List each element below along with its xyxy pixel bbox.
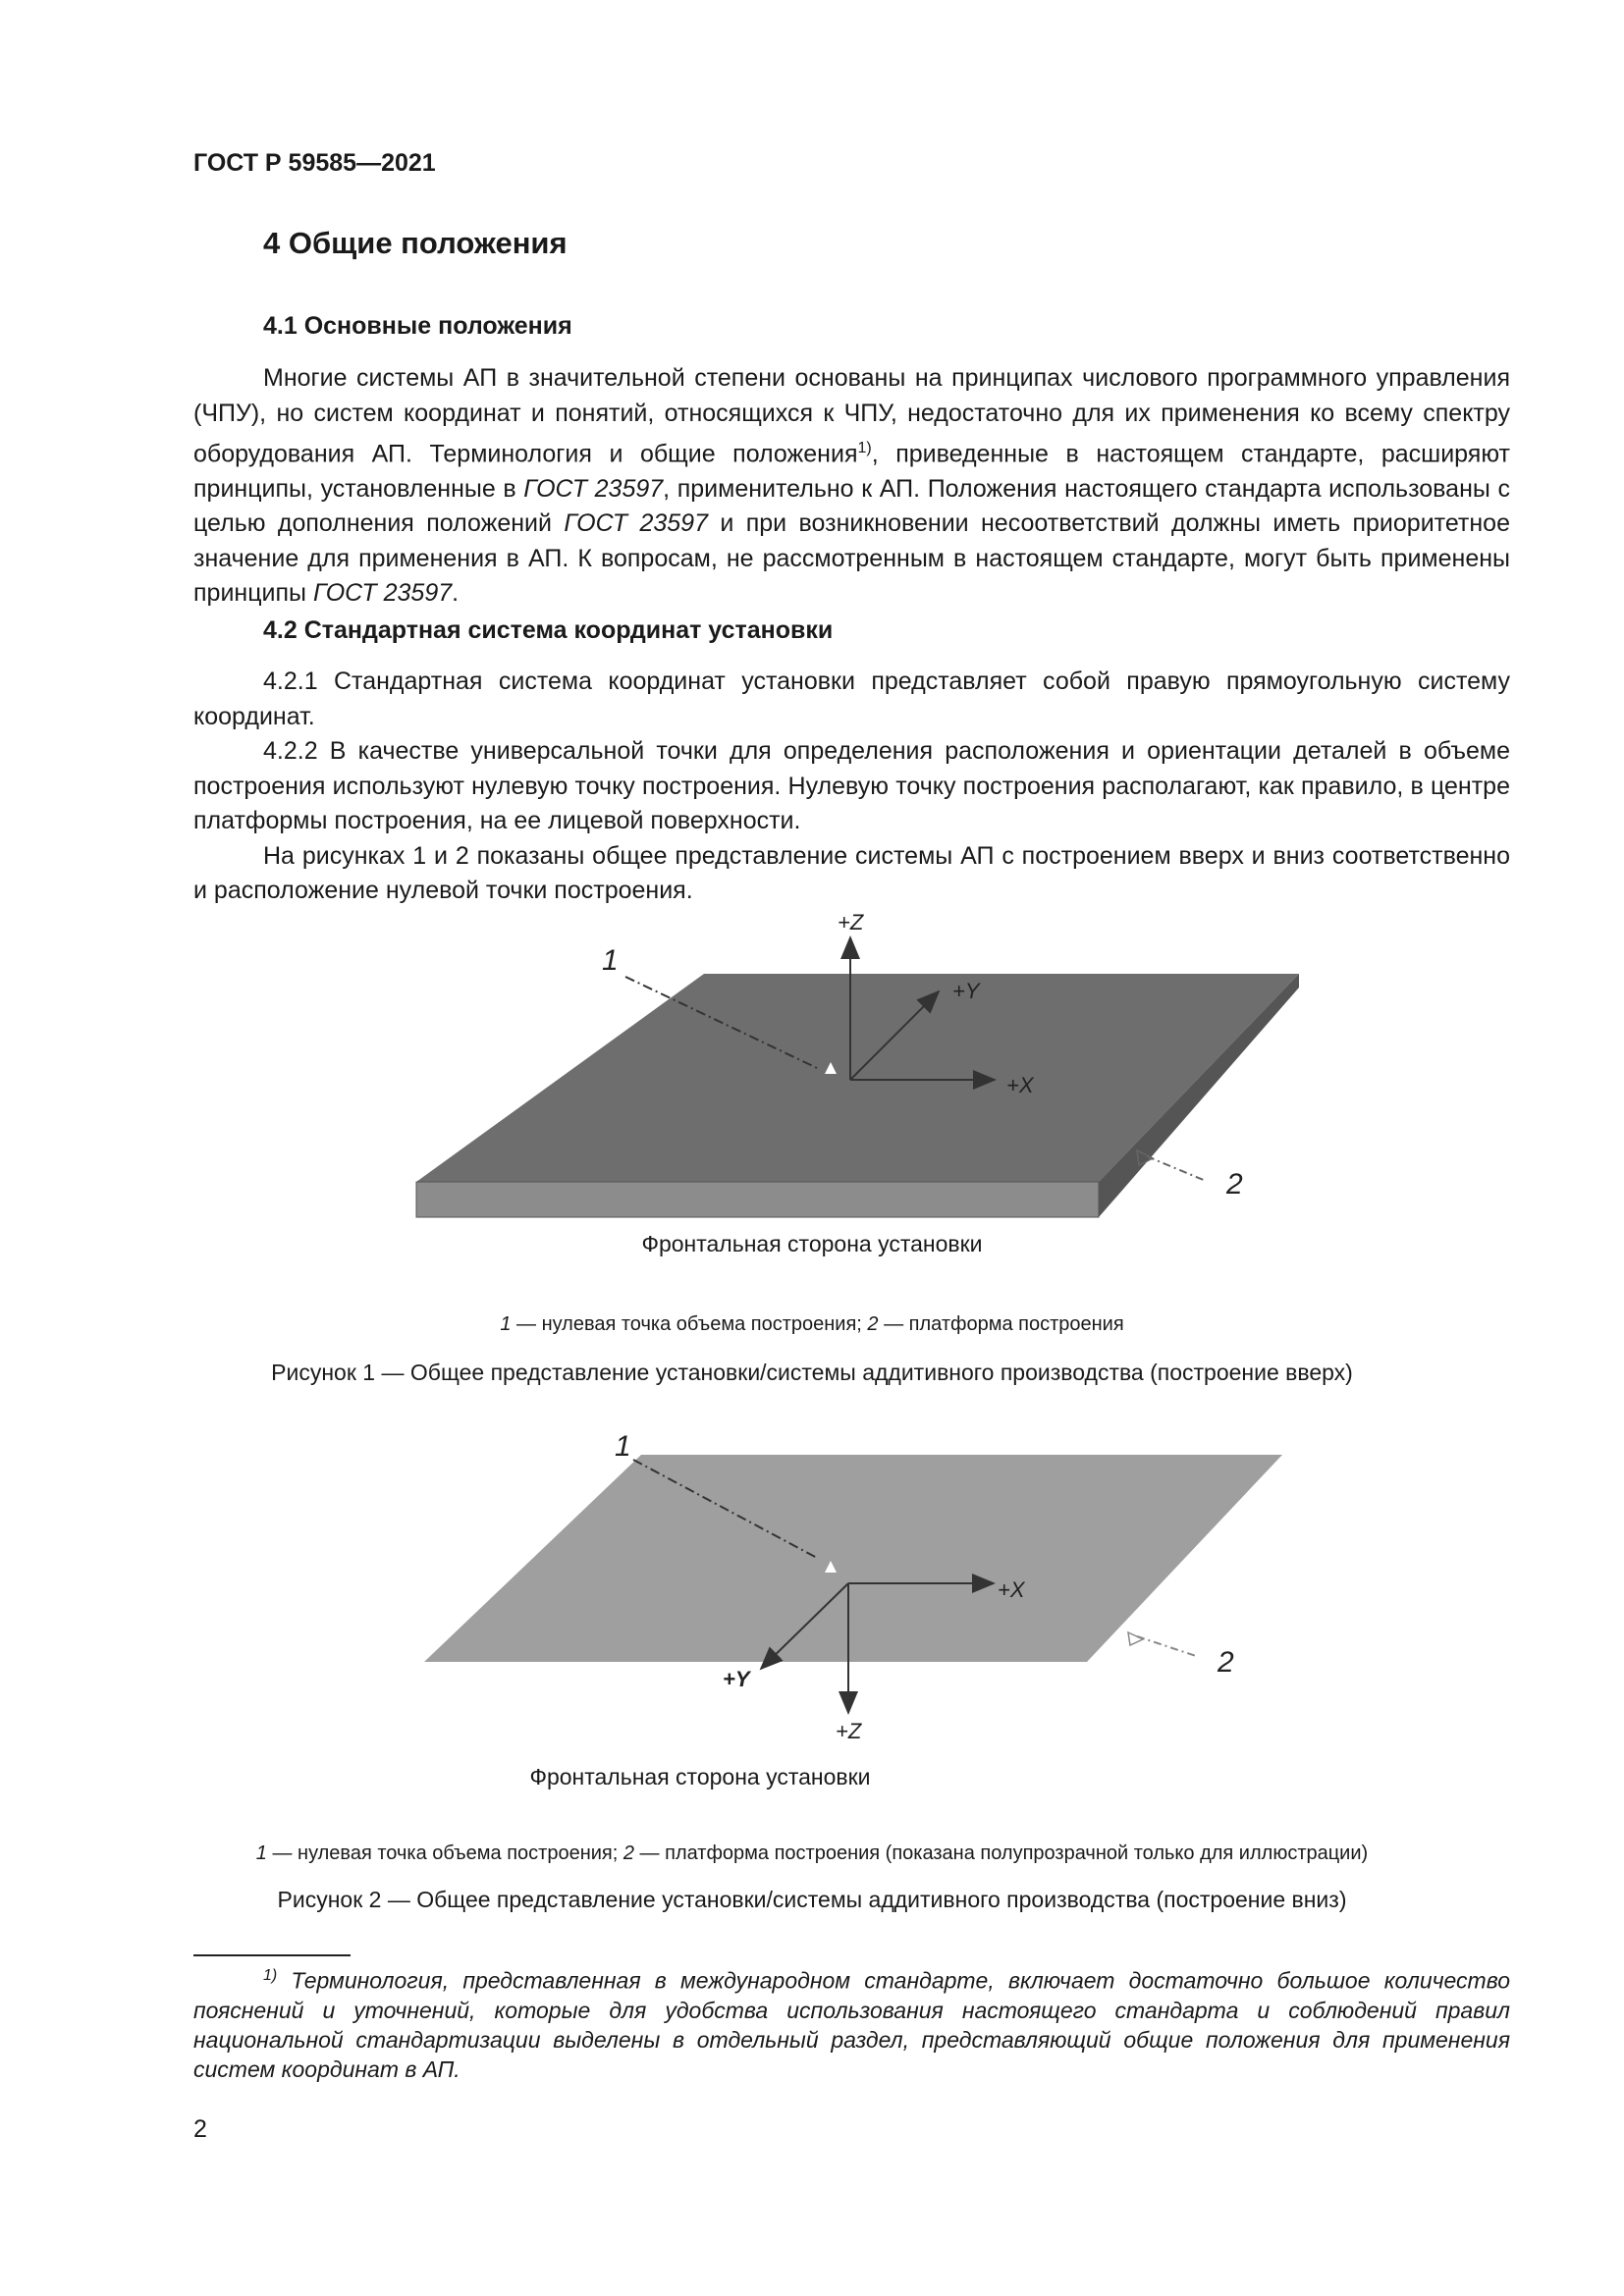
- callout-2-number: 2: [1226, 1168, 1243, 1201]
- callout-2-marker: [1128, 1632, 1143, 1645]
- figure-2-legend: 1 — нулевая точка объема построения; 2 — платформа построения (показана полупрозрачной только для иллюстрации): [255, 1842, 1369, 1864]
- section-title: 4 Общие положения: [263, 226, 568, 260]
- callout-2-leader: [1137, 1636, 1196, 1656]
- figure-1-legend: 1 — нулевая точка объема построения; 2 — платформа построения: [500, 1313, 1124, 1335]
- axis-z-label: +Z: [836, 1719, 862, 1743]
- footnote-ref[interactable]: 1): [857, 440, 872, 456]
- figure-2-diagram: [0, 1423, 1624, 1747]
- axis-z-label: +Z: [838, 910, 864, 934]
- paragraph-4-1: Многие системы АП в значительной степени основаны на принципах числового программного управления (ЧПУ), но систем координат и понятий, относящихся к ЧПУ, недостаточно для их применения ко всему спектру оборудования АП. Терминология и общие положения$^{1)}$, приведенные в настоящем стандарте, расширяют принципы, установленные в ГОСТ 23597, применительно к АП. Положения настоящего стандарта использованы с целью дополнения положений ГОСТ 23597 и при возникновении несоответствий должны иметь приоритетное значение для применения в АП. К вопросам, не рассмотренным в настоящем стандарте, могут быть применены принципы ГОСТ 23597.: [193, 364, 1510, 608]
- document-id: ГОСТ Р 59585—2021: [193, 149, 436, 177]
- callout-2-leader: [1147, 1156, 1206, 1181]
- footnote-marker: 1): [263, 1967, 278, 1984]
- callout-2-number: 2: [1218, 1646, 1234, 1679]
- callout-1-number: 1: [602, 944, 619, 977]
- paragraph-4-2-2: 4.2.2 В качестве универсальной точки для определения расположения и ориентации деталей в объеме построения используют нулевую точку построения. Нулевую точку построения располагают, как правило, в центре платформы построения, на ее лицевой поверхности.: [193, 737, 1510, 834]
- figure-2-front-label: Фронтальная сторона установки: [529, 1764, 871, 1789]
- paragraph-4-2-1: 4.2.1 Стандартная система координат установки представляет собой правую прямоугольную систему координат.: [193, 667, 1510, 730]
- paragraph-figures-intro: На рисунках 1 и 2 показаны общее представление системы АП с построением вверх и вниз соответственно и расположение нулевой точки построения.: [193, 841, 1510, 904]
- footnote-separator: [193, 1954, 351, 1956]
- subsection-4-2-text: [193, 665, 1510, 909]
- platform-top-face: [416, 974, 1299, 1182]
- axis-x-label: +X: [998, 1577, 1025, 1602]
- axis-x-label: +X: [1006, 1073, 1034, 1097]
- figure-1-front-label: Фронтальная сторона установки: [641, 1231, 983, 1256]
- subsection-4-1-title: 4.1 Основные положения: [263, 312, 572, 340]
- standard-ref: ГОСТ 23597: [312, 579, 453, 608]
- axis-y-label: +Y: [952, 979, 980, 1003]
- platform-translucent: [424, 1455, 1282, 1662]
- subsection-4-2-title: 4.2 Стандартная система координат установки: [263, 616, 834, 644]
- footnote: [193, 1961, 1510, 2084]
- subsection-4-1-text: [193, 361, 1510, 612]
- figure-2-caption: Рисунок 2 — Общее представление установки/системы аддитивного производства (построение вниз): [277, 1887, 1347, 1912]
- page-number: 2: [193, 2115, 207, 2143]
- callout-1-number: 1: [615, 1430, 631, 1463]
- standard-ref: ГОСТ 23597: [523, 474, 664, 503]
- figure-1-caption: Рисунок 1 — Общее представление установки/системы аддитивного производства (построение вверх): [271, 1360, 1353, 1385]
- footnote-text: Терминология, представленная в международном стандарте, включает достаточно большое количество пояснений и уточнений, которые для удобства использования настоящего стандарта и соблюдений правил национальной стандартизации выделены в отдельный раздел, представляющий общие положения для применения систем координат в АП.: [193, 1967, 1510, 2082]
- axis-y-label: +Y: [723, 1667, 750, 1691]
- standard-ref: ГОСТ 23597: [564, 509, 708, 538]
- platform-front-edge: [416, 1182, 1099, 1217]
- figure-1-diagram: [0, 893, 1624, 1227]
